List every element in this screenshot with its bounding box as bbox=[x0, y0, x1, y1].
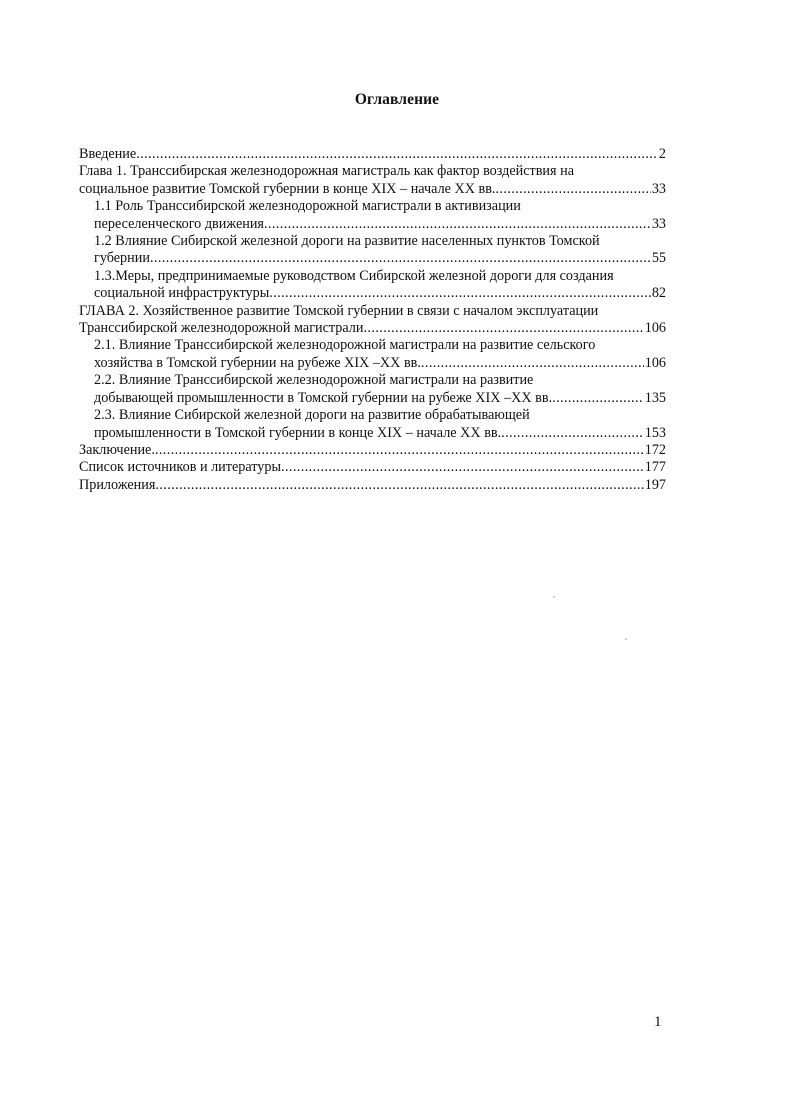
toc-entry bbox=[79, 477, 666, 494]
toc-entry-last-line bbox=[79, 181, 666, 198]
toc-entry-title: губернии bbox=[94, 250, 150, 267]
page-title: Оглавление bbox=[354, 91, 440, 108]
toc-entry-text-line: 1.3.Меры, предпринимаемые руководством Сибирской железной дороги для создания bbox=[94, 267, 614, 284]
scan-speck bbox=[553, 596, 555, 598]
toc-entry-title: переселенческого движения bbox=[94, 215, 264, 232]
toc-entry-text-line: 1.2 Влияние Сибирской железной дороги на развитие населенных пунктов Томской bbox=[94, 233, 600, 250]
toc-dot-leader bbox=[501, 425, 644, 442]
toc-entry-last-line bbox=[94, 285, 666, 302]
toc-page-number: 106 bbox=[644, 354, 666, 371]
toc-dot-leader bbox=[136, 146, 658, 163]
toc-entry bbox=[79, 337, 666, 372]
toc-entry bbox=[79, 442, 666, 459]
toc-page-number: 82 bbox=[651, 285, 666, 302]
toc-dot-leader bbox=[495, 181, 650, 198]
toc-entry bbox=[79, 146, 666, 163]
toc-entry-last-line bbox=[94, 250, 666, 267]
toc-entry-title: промышленности в Томской губернии в конце XIX – начале XX вв. bbox=[94, 424, 502, 441]
toc-page-number: 55 bbox=[651, 250, 666, 267]
toc-entry-title: хозяйства в Томской губернии на рубеже XIX –XX вв. bbox=[94, 354, 421, 371]
toc-entry-text-line: ГЛАВА 2. Хозяйственное развитие Томской губернии в связи с началом эксплуатации bbox=[79, 302, 599, 319]
toc-entry-last-line bbox=[94, 425, 666, 442]
toc-entry-text-line: 2.2. Влияние Транссибирской железнодорожной магистрали на развитие bbox=[94, 372, 534, 389]
toc-entry-title: социальное развитие Томской губернии в конце XIX – начале XX вв. bbox=[79, 180, 496, 197]
toc-entry-last-line bbox=[79, 442, 666, 459]
toc-entry-title: Приложения bbox=[79, 476, 156, 493]
toc-entry-text-line: 1.1 Роль Транссибирской железнодорожной магистрали в активизации bbox=[94, 198, 521, 215]
toc-entry-title: Транссибирской железнодорожной магистрали bbox=[79, 320, 364, 337]
toc-page-number: 2 bbox=[658, 146, 666, 162]
toc-dot-leader bbox=[155, 442, 644, 459]
toc-entry-last-line bbox=[94, 355, 666, 372]
toc-dot-leader bbox=[264, 216, 651, 233]
toc-page-number: 33 bbox=[651, 215, 666, 232]
toc-entry-title: Список источников и литературы bbox=[79, 459, 282, 476]
toc-entry bbox=[79, 459, 666, 476]
toc-page-number: 135 bbox=[644, 389, 666, 406]
toc-entry-last-line bbox=[79, 146, 666, 163]
toc-entry bbox=[79, 407, 666, 442]
toc-dot-leader bbox=[150, 250, 651, 267]
toc-entry-title: Заключение. bbox=[79, 441, 155, 458]
toc-entry-last-line bbox=[94, 216, 666, 233]
toc-entry bbox=[79, 372, 666, 407]
toc-entry-text-line: Глава 1. Транссибирская железнодорожная магистраль как фактор воздействия на bbox=[79, 163, 574, 180]
toc-entry bbox=[79, 198, 666, 233]
toc-page-number: 197 bbox=[644, 476, 666, 493]
toc-entry-last-line bbox=[79, 320, 666, 337]
toc-page-number: 177 bbox=[644, 459, 666, 476]
toc-dot-leader bbox=[363, 320, 643, 337]
scan-speck bbox=[625, 638, 627, 640]
toc-page-number: 153 bbox=[644, 424, 666, 441]
toc-entry bbox=[79, 303, 666, 338]
toc-dot-leader bbox=[421, 355, 644, 372]
toc-entry-text-line: 2.1. Влияние Транссибирской железнодорожной магистрали на развитие сельского bbox=[94, 337, 596, 354]
toc-dot-leader bbox=[281, 459, 644, 476]
toc-page-number: 172 bbox=[644, 441, 666, 458]
toc-entry bbox=[79, 233, 666, 268]
toc-entry bbox=[79, 268, 666, 303]
toc-entry-title: добывающей промышленности в Томской губернии на рубеже XIX –XX вв. bbox=[94, 389, 553, 406]
toc-entry-last-line bbox=[79, 477, 666, 494]
toc-entry-last-line bbox=[94, 390, 666, 407]
toc-page-number: 106 bbox=[644, 320, 666, 337]
toc-dot-leader bbox=[269, 285, 651, 302]
toc-entry-text-line: 2.3. Влияние Сибирской железной дороги на развитие обрабатывающей bbox=[94, 407, 530, 424]
table-of-contents bbox=[79, 146, 666, 494]
toc-entry-title: социальной инфраструктуры bbox=[94, 285, 270, 302]
toc-dot-leader bbox=[552, 390, 644, 407]
page-number: 1 bbox=[654, 1014, 662, 1030]
toc-entry-last-line bbox=[79, 459, 666, 476]
toc-entry-title: Введение bbox=[79, 146, 137, 162]
toc-dot-leader bbox=[155, 477, 643, 494]
toc-page-number: 33 bbox=[651, 180, 666, 197]
toc-entry bbox=[79, 163, 666, 198]
